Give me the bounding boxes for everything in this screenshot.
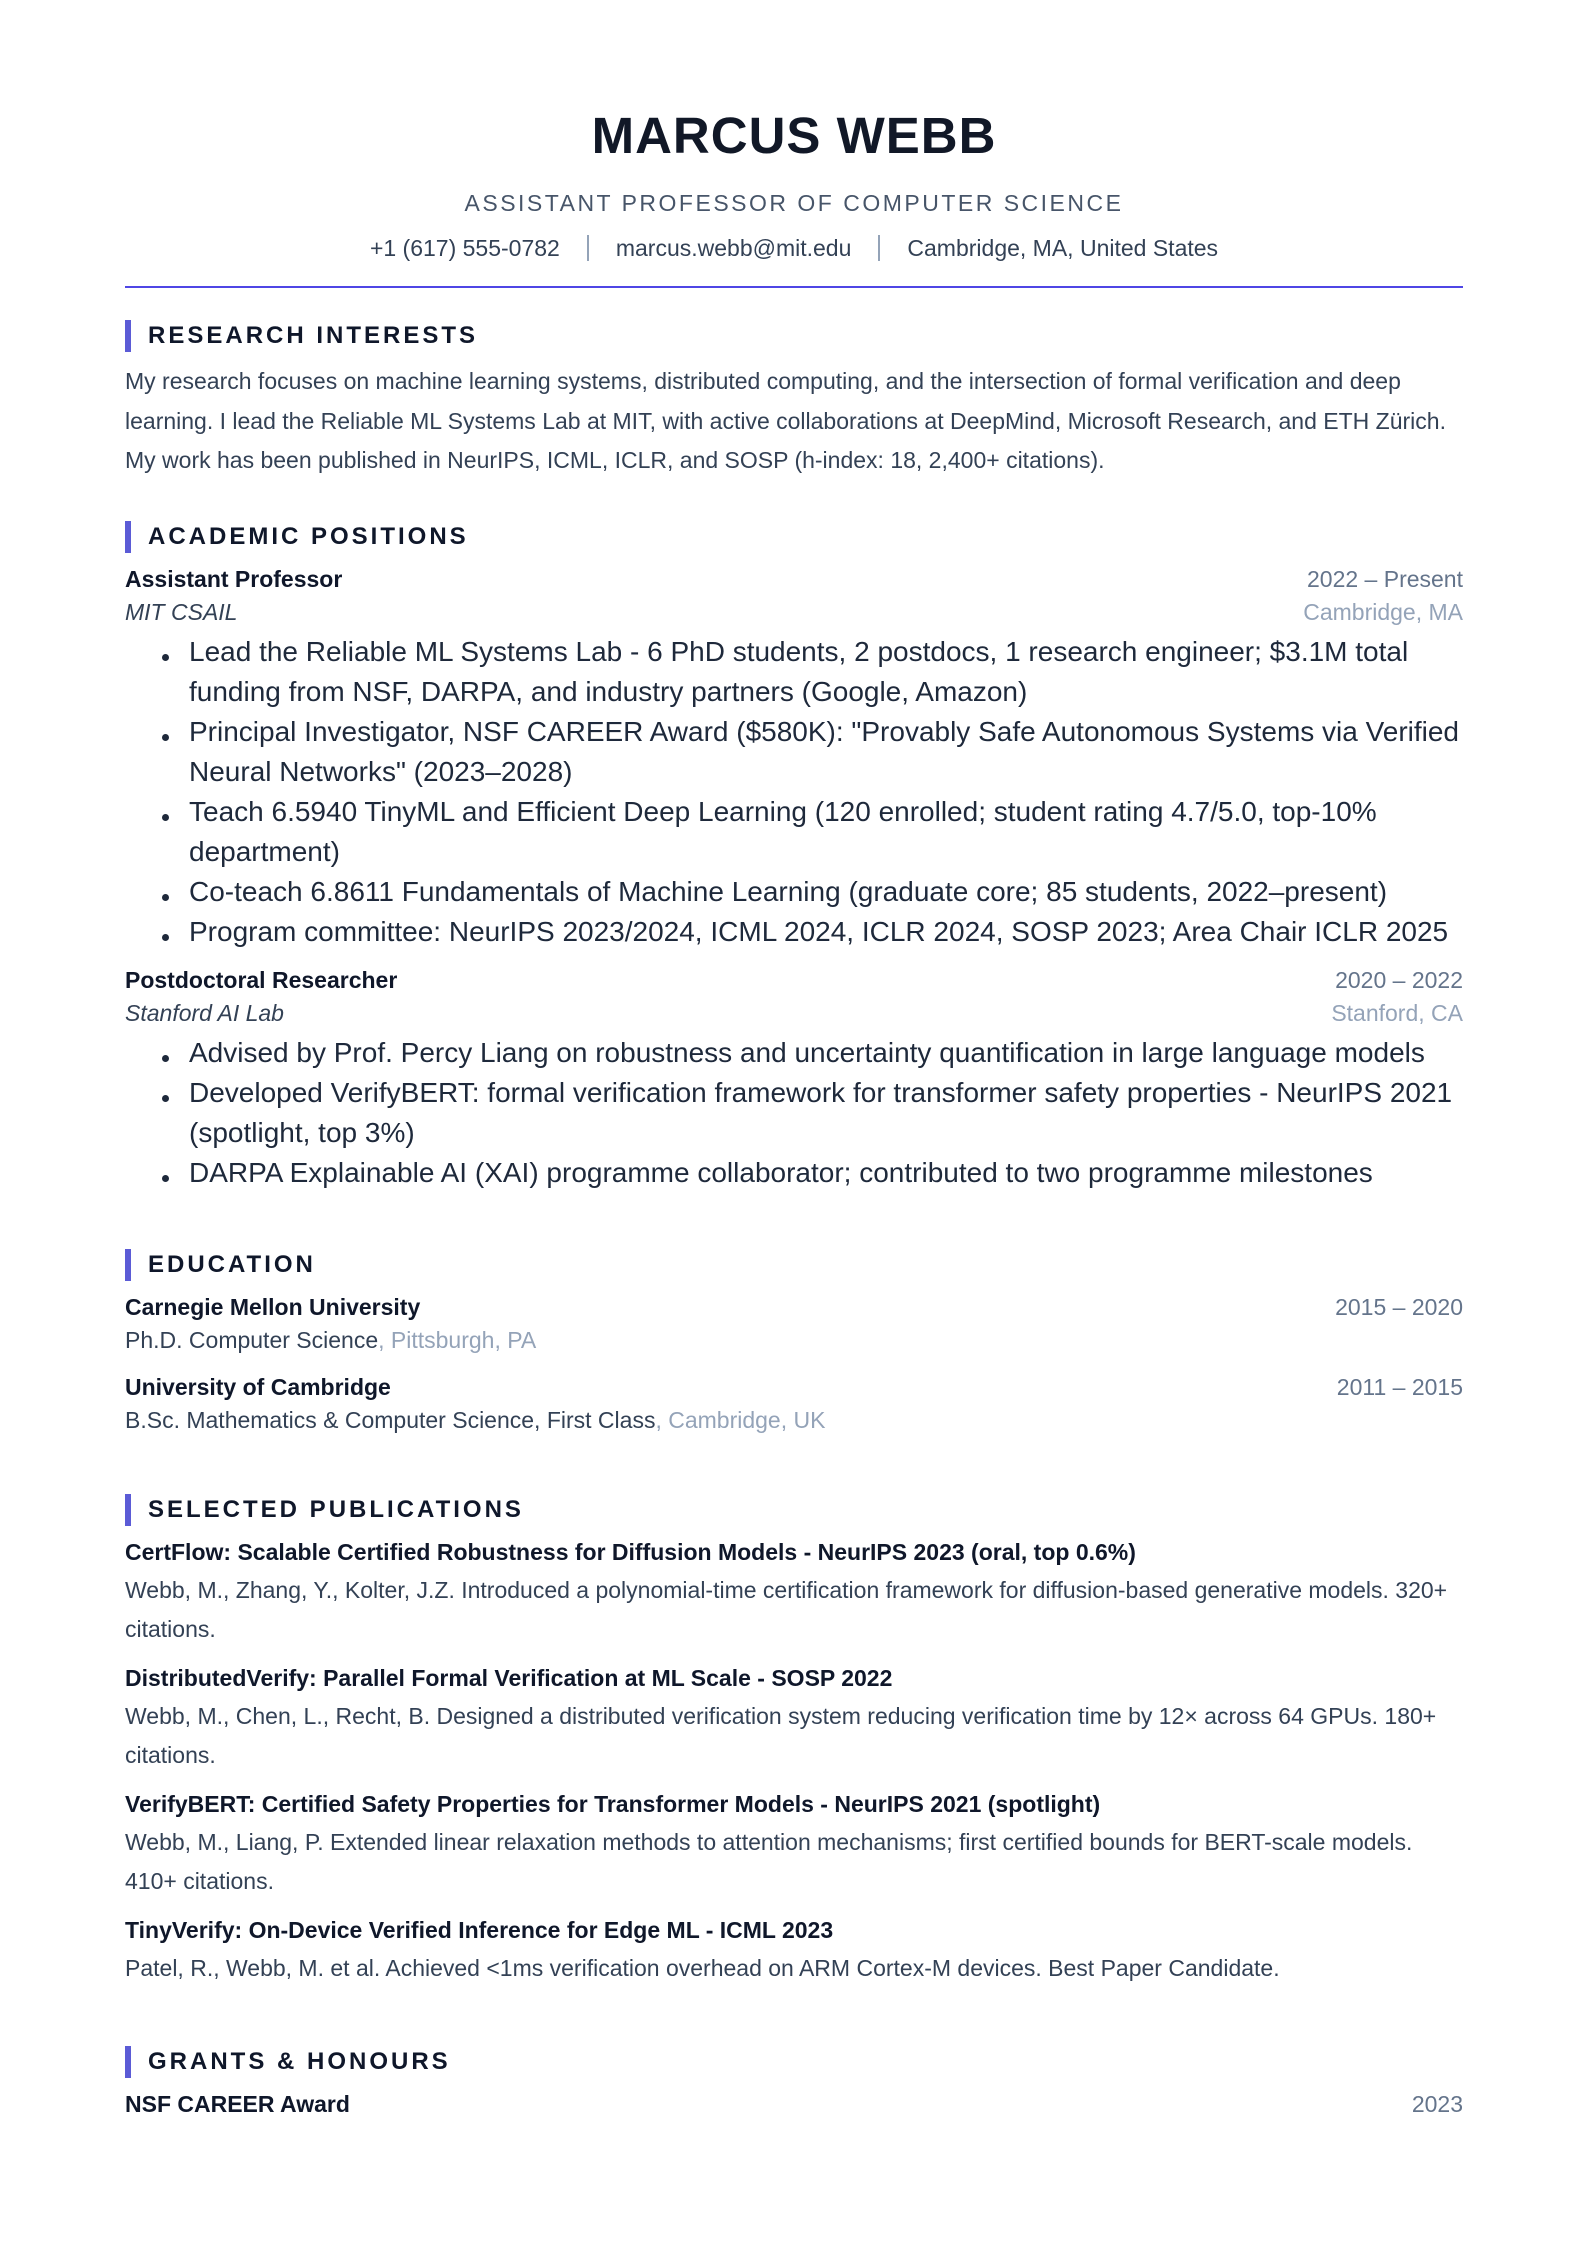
publication-description: Patel, R., Webb, M. et al. Achieved <1ms verification overhead on ARM Cortex-M devices. Best Paper Candidate. [125,1954,1280,1981]
position-org: Stanford AI Lab [125,999,284,1026]
education-dates: 2015 – 2020 [1335,1293,1463,1320]
grant-entry [125,2088,1463,2121]
publication-title: TinyVerify: On-Device Verified Inference for Edge ML - ICML 2023 [125,1916,834,1943]
section-academic-positions [125,521,1463,553]
publication-description: Webb, M., Zhang, Y., Kolter, J.Z. Introduced a polynomial-time certification framework for diffusion-based generative models. 320+ citations. [125,1576,1448,1642]
resume-content [125,88,1463,2121]
section-heading: ACADEMIC POSITIONS [148,522,469,550]
education-header [125,1371,1463,1404]
section-grants-honours [125,2046,1463,2078]
bullet-item: Principal Investigator, NSF CAREER Award ($580K): "Provably Safe Autonomous Systems via Verified Neural Networks" (2023–2028) [189,712,1463,792]
education-details [125,1324,1463,1356]
publication-title: CertFlow: Scalable Certified Robustness for Diffusion Models - NeurIPS 2023 (oral, top 0.6%) [125,1538,1136,1565]
position-org-row [125,596,1463,628]
education-school: University of Cambridge [125,1373,391,1400]
section-research-interests [125,320,1463,352]
section-heading: GRANTS & HONOURS [148,2048,451,2075]
publication-description: Webb, M., Chen, L., Recht, B. Designed a distributed verification system reducing verification time by 12× across 64 GPUs. 180+ citations. [125,1702,1437,1768]
education-school: Carnegie Mellon University [125,1293,421,1320]
position-location: Stanford, CA [1331,999,1463,1026]
section-accent-bar [125,320,131,352]
contact-divider [587,235,589,261]
education-dates: 2011 – 2015 [1336,1373,1463,1400]
position-org: MIT CSAIL [125,598,238,625]
education-entry [125,1371,1463,1436]
position-title: Assistant Professor [125,565,343,592]
position-location: Cambridge, MA [1303,598,1463,625]
position-bullets [125,1033,1463,1193]
position-header [125,563,1463,596]
education-entry [125,1291,1463,1356]
section-heading: EDUCATION [148,1250,316,1278]
position-dates: 2022 – Present [1306,565,1463,592]
position-header [125,964,1463,997]
bullet-item: Teach 6.5940 TinyML and Efficient Deep Learning (120 enrolled; student rating 4.7/5.0, top-10% department) [189,792,1463,872]
position-title: Postdoctoral Researcher [125,966,398,993]
research-summary: My research focuses on machine learning systems, distributed computing, and the intersection of formal verification and deep learning. I lead the Reliable ML Systems Lab at MIT, with active collaborations at DeepMind, Microsoft Research, and ETH Zürich. My work has been published in NeurIPS, ICML, ICLR, and SOSP (h-index: 18, 2,400+ citations). [125,368,1446,473]
position-org-row [125,997,1463,1029]
section-accent-bar [125,2046,131,2078]
bullet-item: Developed VerifyBERT: formal verification framework for transformer safety properties - NeurIPS 2021 (spotlight, top 3%) [189,1073,1463,1153]
position-entry [125,563,1463,952]
publication-entry [125,1914,1463,1989]
education-degree: B.Sc. Mathematics & Computer Science, First Class [125,1406,656,1433]
contact-divider [878,235,880,261]
position-bullets [125,632,1463,952]
bullet-item: Program committee: NeurIPS 2023/2024, ICML 2024, ICLR 2024, SOSP 2023; Area Chair ICLR 2025 [189,912,1463,952]
bullet-item: Co-teach 6.8611 Fundamentals of Machine Learning (graduate core; 85 students, 2022–present) [189,872,1463,912]
publication-description: Webb, M., Liang, P. Extended linear relaxation methods to attention mechanisms; first certified bounds for BERT-scale models. 410+ citations. [125,1828,1413,1894]
education-location: , Pittsburgh, PA [378,1326,537,1353]
grant-date: 2023 [1411,2091,1463,2117]
publication-entry [125,1662,1463,1776]
section-heading: SELECTED PUBLICATIONS [148,1495,524,1523]
section-education [125,1249,1463,1281]
position-dates: 2020 – 2022 [1335,966,1463,993]
section-accent-bar [125,1249,131,1281]
bullet-item: DARPA Explainable AI (XAI) programme collaborator; contributed to two programme milestones [189,1153,1463,1193]
publication-entry [125,1536,1463,1650]
contact-line [125,230,1463,266]
header-rule [125,286,1463,288]
contact-location: Cambridge, MA, United States [907,235,1219,261]
education-location: , Cambridge, UK [655,1406,826,1433]
grant-title: NSF CAREER Award [125,2091,350,2117]
section-accent-bar [125,1494,131,1526]
education-degree: Ph.D. Computer Science [125,1326,379,1353]
bullet-item: Lead the Reliable ML Systems Lab - 6 PhD students, 2 postdocs, 1 research engineer; $3.1M total funding from NSF, DARPA, and industry partners (Google, Amazon) [189,632,1463,712]
section-heading: RESEARCH INTERESTS [148,322,479,349]
bullet-item: Advised by Prof. Percy Liang on robustness and uncertainty quantification in large language models [189,1033,1463,1073]
contact-phone: +1 (617) 555-0782 [369,235,560,261]
publication-title: DistributedVerify: Parallel Formal Verification at ML Scale - SOSP 2022 [125,1664,893,1691]
candidate-name: MARCUS WEBB [591,107,997,164]
publication-title: VerifyBERT: Certified Safety Properties for Transformer Models - NeurIPS 2021 (spotlight) [125,1790,1101,1817]
contact-email[interactable]: marcus.webb@mit.edu [615,235,852,261]
section-accent-bar [125,521,131,553]
education-details [125,1404,1463,1436]
education-header [125,1291,1463,1324]
candidate-title: ASSISTANT PROFESSOR OF COMPUTER SCIENCE [464,190,1124,216]
position-entry [125,964,1463,1193]
publication-entry [125,1788,1463,1902]
section-selected-publications [125,1494,1463,1526]
